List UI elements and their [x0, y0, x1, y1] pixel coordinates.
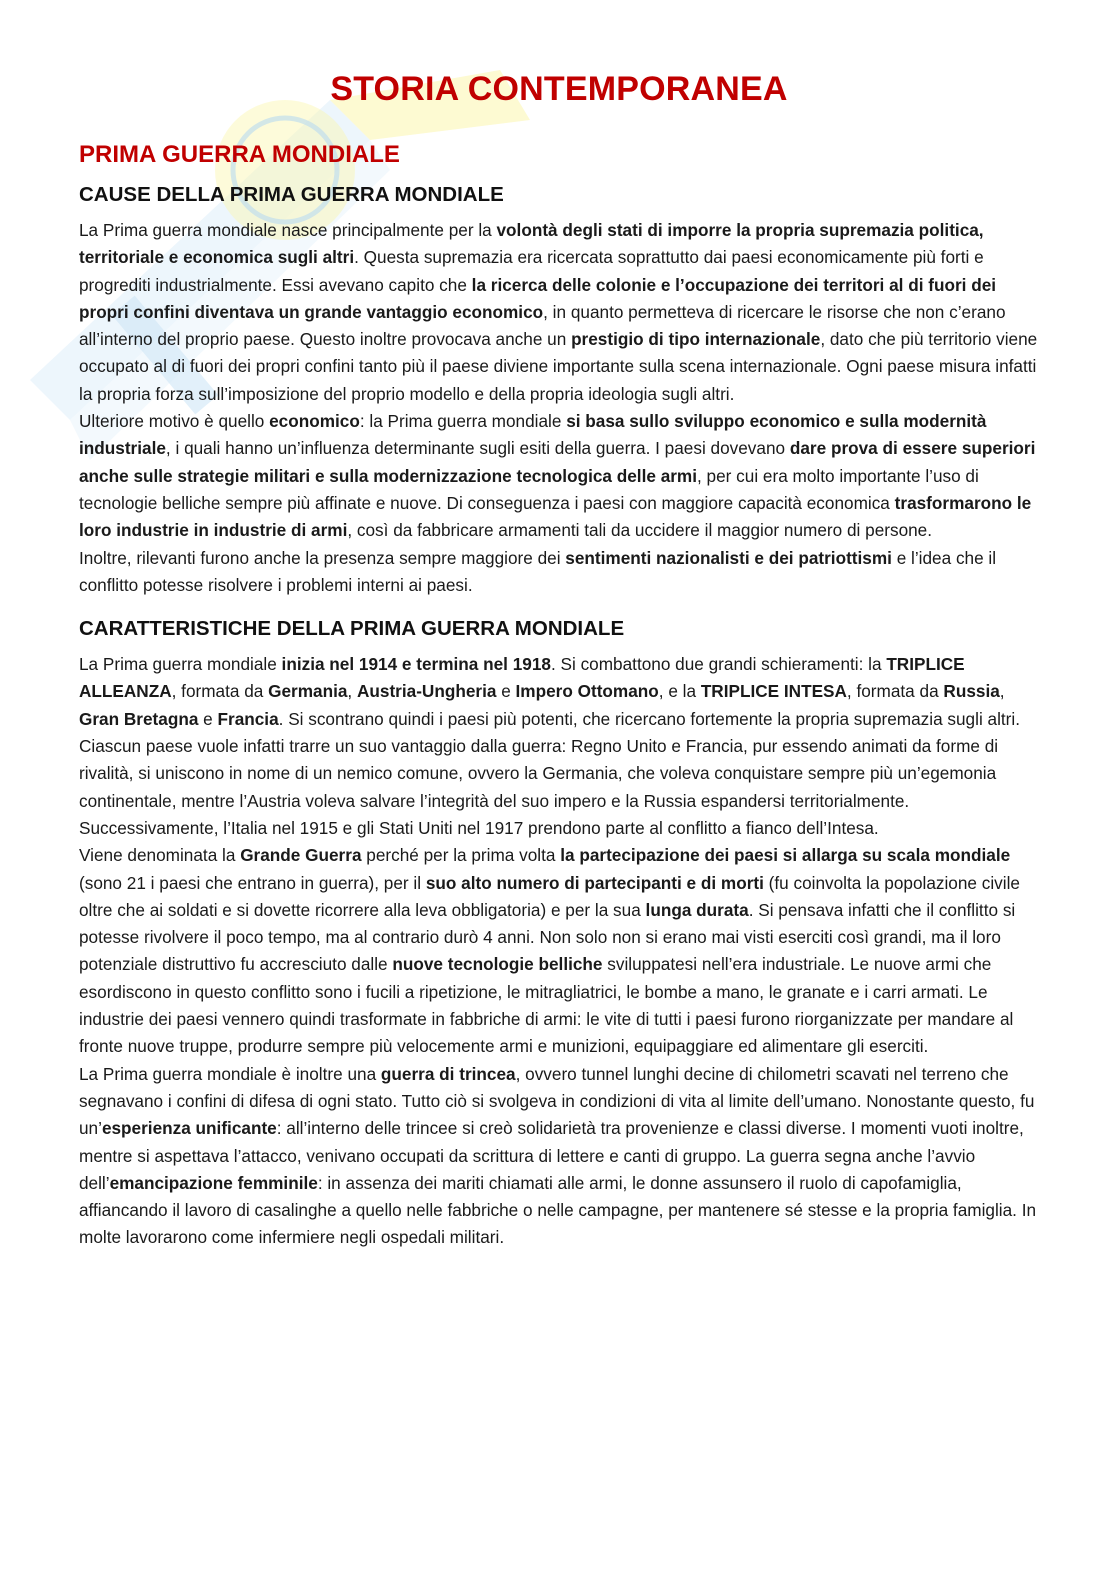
bold-text: TRIPLICE ALLEANZA [79, 654, 965, 702]
text-run: Inoltre, rilevanti furono anche la presenza sempre maggiore dei [79, 547, 566, 568]
document-page [79, 70, 1039, 1252]
bold-text: Russia [943, 681, 1000, 702]
text-run: La Prima guerra mondiale è inoltre una [79, 1063, 381, 1084]
paragraph [79, 408, 1039, 544]
text-run: Ulteriore motivo è quello [79, 411, 270, 432]
paragraph [79, 1061, 1039, 1252]
text-run: . Si pensava infatti che il conflitto si potesse rivolvere il poco tempo, ma al contrario durò 4 anni. Non solo non si erano mai visti eserciti così grandi, ma il loro potenziale distruttivo fu accresciuto dalle [79, 899, 1016, 975]
bold-text: nuove tecnologie belliche [392, 954, 603, 975]
bold-text: Grande Guerra [240, 845, 362, 866]
text-run: , così da fabbricare armamenti tali da uccidere il maggior numero di persone. [347, 520, 933, 541]
section-title: PRIMA GUERRA MONDIALE [79, 141, 400, 168]
paragraph [79, 545, 1039, 600]
bold-text: sentimenti nazionalisti e dei patriottismi [565, 547, 892, 568]
text-run: (sono 21 i paesi che entrano in guerra), per il [79, 872, 426, 893]
bold-text: lunga durata [645, 899, 749, 920]
text-run: : in assenza dei mariti chiamati alle armi, le donne assunsero il ruolo di capofamiglia, affiancando il lavoro di casalinghe a quello nelle fabbriche o nelle campagne, per mantenere sé stesse e la propria famiglia. In molte lavorarono come infermiere negli ospedali militari. [79, 1172, 1037, 1248]
bold-text: prestigio di tipo internazionale [571, 329, 821, 350]
paragraph [79, 217, 1039, 408]
bold-text: si basa sullo sviluppo economico e sulla modernità industriale [79, 411, 987, 459]
text-run: , formata da [171, 681, 269, 702]
text-run: , dato che più territorio viene occupato al di fuori dei propri confini tanto più il paese diviene importante sulla scena internazionale. Ogni paese misura infatti la propria forza sull’imposizione del proprio modello e della propria ideologia sugli altri. [79, 329, 1038, 404]
bold-text: la ricerca delle colonie e l’occupazione dei territori al di fuori dei propri confini diventava un grande vantaggio economico [79, 274, 997, 322]
text-run: : la Prima guerra mondiale [359, 411, 567, 432]
text-run: , [999, 681, 1005, 702]
paragraph [79, 842, 1039, 1060]
bold-text: Austria-Ungheria [356, 681, 497, 702]
subsection-cause [79, 183, 1039, 599]
bold-text: volontà degli stati di imporre la propria supremazia politica, territoriale e economica sugli altri [79, 220, 984, 268]
text-run: : all’interno delle trincee si creò solidarietà tra provenienze e classi diverse. I momenti vuoti inoltre, mentre si aspettava l’attacco, venivano occupati da scrittura di lettere e canti di gruppo. La guerra segna anche l’avvio dell’ [79, 1118, 1024, 1193]
bold-text: trasformarono le loro industrie in industrie di armi [79, 492, 1032, 541]
text-run: . Questa supremazia era ricercata soprattutto dai paesi economicamente più forti e progrediti industrialmente. Essi avevano capito che [79, 247, 984, 295]
text-run: e l’idea che il conflitto potesse risolvere i problemi interni ai paesi. [79, 547, 997, 595]
text-run: , ovvero tunnel lunghi decine di chilometri scavati nel terreno che segnavano i confini di difesa di ogni stato. Tutto ciò si svolgeva in condizioni di vita al limite dell’umano. Nonostante questo, fu un’ [79, 1063, 1035, 1139]
text-run: , per cui era molto importante l’uso di tecnologie belliche sempre più affinate e nuove. Di conseguenza i paesi con maggiore capacità economica [79, 465, 979, 513]
bold-text: emancipazione femminile [109, 1172, 318, 1193]
text-run: e [496, 681, 516, 702]
text-run: , in quanto permetteva di ricercare le risorse che non c’erano all’interno del proprio paese. Questo inoltre provocava anche un [79, 301, 1006, 350]
bold-text: TRIPLICE INTESA [700, 681, 847, 702]
text-run: perché per la prima volta [361, 845, 561, 866]
bold-text: Gran Bretagna [79, 708, 199, 729]
text-run: , formata da [846, 681, 944, 702]
paragraph [79, 651, 1039, 842]
text-run: , e la [658, 681, 701, 702]
subsection-heading: CARATTERISTICHE DELLA PRIMA GUERRA MONDIALE [79, 617, 625, 641]
bold-text: Francia [217, 708, 279, 729]
text-run: , [347, 681, 357, 702]
bold-text: Impero Ottomano [515, 681, 659, 702]
text-run: sviluppatesi nell’era industriale. Le nuove armi che esordiscono in questo conflitto sono i fucili a ripetizione, le mitragliatrici, le bombe a mano, le granate e i carri armati. Le industrie dei paesi vennero quindi trasformate in fabbriche di armi: le vite di tutti i paesi furono riorganizzate per mandare al fronte nuove truppe, produrre sempre più velocemente armi e munizioni, equipaggiare ed alimentare gli eserciti. [79, 954, 1014, 1057]
bold-text: Germania [268, 681, 348, 702]
bold-text: la partecipazione dei paesi si allarga su scala mondiale [560, 845, 1011, 866]
text-run: Viene denominata la [79, 845, 241, 866]
text-run: La Prima guerra mondiale nasce principalmente per la [79, 220, 497, 240]
text-run: e [198, 708, 218, 729]
document-title: STORIA CONTEMPORANEA [330, 70, 788, 108]
bold-text: economico [269, 411, 360, 432]
bold-text: suo alto numero di partecipanti e di morti [425, 872, 764, 893]
text-run: La Prima guerra mondiale [79, 654, 282, 675]
text-run: , i quali hanno un’influenza determinante sugli esiti della guerra. I paesi dovevano [165, 438, 790, 459]
subsection-caratteristiche [79, 617, 1039, 1252]
text-run: . Si combattono due grandi schieramenti: la [550, 654, 887, 675]
text-run: (fu coinvolta la popolazione civile oltre che ai soldati e si dovette ricorrere alla leva obbligatoria) e per la sua [79, 872, 1020, 920]
bold-text: guerra di trincea [380, 1063, 516, 1084]
bold-text: esperienza unificante [101, 1118, 277, 1139]
text-run: . Si scontrano quindi i paesi più potenti, che ricercano fortemente la propria supremazia sugli altri. Ciascun paese vuole infatti trarre un suo vantaggio dalla guerra: Regno Unito e Francia, pur essendo animati da forme di rivalità, si uniscono in nome di un nemico comune, ovvero la Germania, che voleva conquistare sempre più un’egemonia continentale, mentre l’Austria voleva salvare l’integrità del suo impero e la Russia espandersi territorialmente. Successivamente, l’Italia nel 1915 e gli Stati Uniti nel 1917 prendono parte al conflitto a fianco dell’Intesa. [79, 708, 1021, 838]
bold-text: dare prova di essere superiori anche sulle strategie militari e sulla modernizzazione tecnologica delle armi [79, 438, 1036, 486]
subsection-heading: CAUSE DELLA PRIMA GUERRA MONDIALE [79, 183, 504, 206]
bold-text: inizia nel 1914 e termina nel 1918 [281, 654, 551, 675]
